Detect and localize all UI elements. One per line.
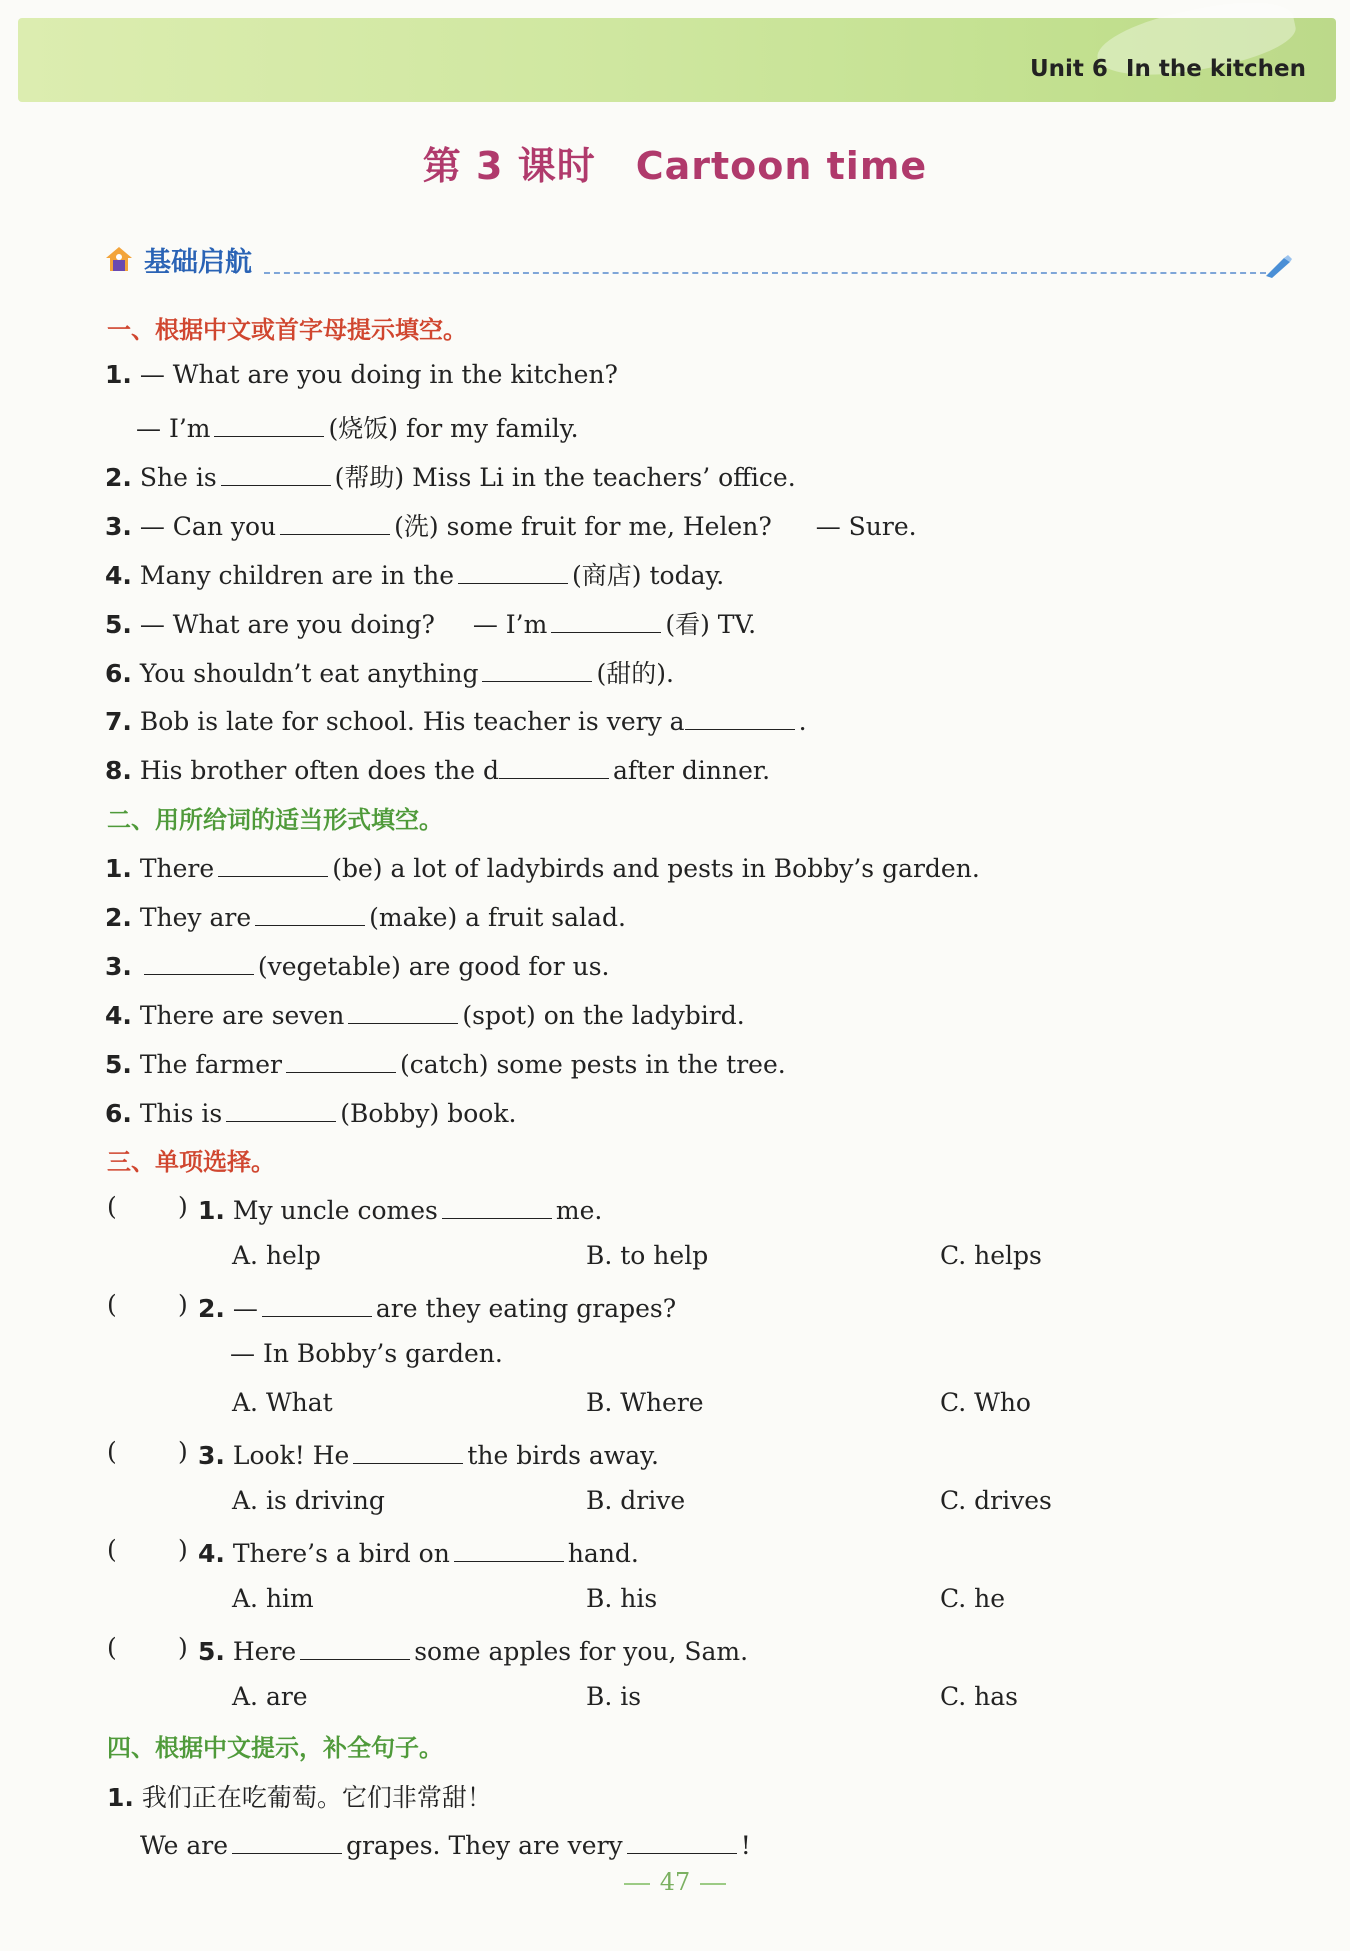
question-text: — Can you: [139, 512, 277, 541]
p2-q2: [105, 899, 626, 932]
answer-blank[interactable]: [232, 1827, 342, 1854]
answer-blank[interactable]: [627, 1827, 737, 1854]
answer-paren-open[interactable]: (: [107, 1535, 117, 1564]
question-number: 2.: [198, 1294, 225, 1323]
question-text-end: me.: [555, 1196, 603, 1225]
question-number: 4.: [105, 1001, 132, 1030]
answer-blank[interactable]: [442, 1192, 552, 1219]
question-text: — What are you doing in the kitchen?: [139, 360, 618, 389]
p1-q1: [105, 360, 618, 389]
section-header: [104, 240, 1292, 280]
p4-q1-chinese: [107, 1778, 492, 1814]
answer-blank[interactable]: [226, 1095, 336, 1122]
question-number: 3.: [105, 512, 132, 541]
question-number: 5.: [105, 610, 132, 639]
answer-blank[interactable]: [280, 508, 390, 535]
question-hint: (洗) some fruit for me, Helen?: [394, 512, 772, 541]
p2-q3: [105, 948, 610, 981]
question-text: There are seven: [139, 1001, 345, 1030]
question-text: She is: [139, 463, 217, 492]
p1-q5: [105, 605, 756, 641]
option-b[interactable]: B. is: [586, 1682, 642, 1711]
option-a[interactable]: A. are: [232, 1682, 308, 1711]
question-number: 4.: [105, 561, 132, 590]
p1-q2: [105, 458, 796, 494]
reply-text: — Sure.: [815, 512, 917, 541]
question-number: 8.: [105, 756, 132, 785]
question-text: You shouldn’t eat anything: [139, 659, 479, 688]
question-hint: (make) a fruit salad.: [369, 903, 626, 932]
lesson-name: Cartoon time: [635, 144, 928, 188]
answer-blank[interactable]: [551, 606, 661, 633]
answer-blank[interactable]: [221, 459, 331, 486]
option-a[interactable]: A. is driving: [232, 1486, 385, 1515]
p3-q5: [198, 1633, 748, 1666]
option-a[interactable]: A. him: [232, 1584, 314, 1613]
question-text: They are: [139, 903, 252, 932]
part2-heading: 二、用所给词的适当形式填空。: [107, 806, 443, 834]
question-text-end: !: [740, 1831, 751, 1860]
section-label: 基础启航: [144, 247, 252, 278]
option-c[interactable]: C. has: [940, 1682, 1018, 1711]
answer-paren-close: ): [178, 1437, 188, 1466]
option-b[interactable]: B. Where: [586, 1388, 704, 1417]
question-hint: (catch) some pests in the tree.: [399, 1050, 786, 1079]
question-number: 7.: [105, 707, 132, 736]
answer-blank[interactable]: [300, 1633, 410, 1660]
p3-q2-reply: — In Bobby’s garden.: [230, 1339, 503, 1368]
question-hint: (Bobby) book.: [340, 1099, 517, 1128]
p4-q1: [140, 1827, 751, 1860]
answer-paren-close: ): [178, 1290, 188, 1319]
lesson-number: 第 3 课时: [422, 144, 596, 188]
question-text-end: the birds away.: [467, 1441, 659, 1470]
answer-blank[interactable]: [286, 1046, 396, 1073]
p3-q1: [198, 1192, 602, 1225]
question-number: 3.: [198, 1441, 225, 1470]
question-hint: after dinner.: [613, 756, 771, 785]
page-number-text: 47: [659, 1868, 691, 1896]
question-number: 6.: [105, 1099, 132, 1128]
unit-title: In the kitchen: [1125, 56, 1306, 82]
question-number: 1.: [105, 854, 132, 883]
part4-heading: 四、根据中文提示，补全句子。: [107, 1734, 443, 1762]
part1-heading: 一、根据中文或首字母提示填空。: [107, 316, 467, 344]
question-number: 4.: [198, 1539, 225, 1568]
answer-blank[interactable]: [454, 1535, 564, 1562]
option-c[interactable]: C. he: [940, 1584, 1006, 1613]
p3-q2: [198, 1290, 676, 1323]
question-hint: (be) a lot of ladybirds and pests in Bobby’s garden.: [332, 854, 980, 883]
option-c[interactable]: C. Who: [940, 1388, 1031, 1417]
question-text-end: some apples for you, Sam.: [414, 1637, 749, 1666]
answer-blank[interactable]: [685, 703, 795, 730]
question-text: This is: [139, 1099, 223, 1128]
pen-icon: [1264, 254, 1292, 278]
question-text: grapes. They are very: [346, 1831, 623, 1860]
question-text: The farmer: [139, 1050, 282, 1079]
question-number: 2.: [105, 903, 132, 932]
answer-blank[interactable]: [348, 997, 458, 1024]
p1-q4: [105, 556, 724, 592]
answer-paren-open[interactable]: (: [107, 1192, 117, 1221]
question-hint: (vegetable) are good for us.: [257, 952, 610, 981]
option-b[interactable]: B. his: [586, 1584, 658, 1613]
question-text: There: [139, 854, 215, 883]
question-number: 5.: [105, 1050, 132, 1079]
p1-q7: [105, 703, 807, 736]
question-number: 6.: [105, 659, 132, 688]
question-text: Bob is late for school. His teacher is very a: [139, 707, 685, 736]
answer-paren-open[interactable]: (: [107, 1633, 117, 1662]
question-text: Look! He: [232, 1441, 350, 1470]
p1-q1-answer: [136, 409, 579, 445]
answer-blank[interactable]: [144, 948, 254, 975]
part3-heading: 三、单项选择。: [107, 1148, 275, 1176]
option-a[interactable]: A. What: [232, 1388, 333, 1417]
answer-paren-open[interactable]: (: [107, 1437, 117, 1466]
question-hint: (帮助) Miss Li in the teachers’ office.: [334, 463, 796, 492]
option-a[interactable]: A. help: [232, 1241, 321, 1270]
question-number: 1.: [198, 1196, 225, 1225]
question-text: There’s a bird on: [232, 1539, 450, 1568]
answer-blank[interactable]: [499, 752, 609, 779]
question-text: We are: [140, 1831, 229, 1860]
question-text: — What are you doing?: [139, 610, 435, 639]
answer-blank[interactable]: [458, 557, 568, 584]
p2-q1: [105, 850, 980, 883]
reply-text: — I’m: [472, 610, 548, 639]
answer-blank[interactable]: [353, 1437, 463, 1464]
option-c[interactable]: C. helps: [940, 1241, 1042, 1270]
question-text: Here: [232, 1637, 297, 1666]
question-number: 5.: [198, 1637, 225, 1666]
question-text: His brother often does the d: [139, 756, 499, 785]
answer-paren-close: ): [178, 1192, 188, 1221]
option-b[interactable]: B. to help: [586, 1241, 709, 1270]
p3-q4: [198, 1535, 639, 1568]
question-text: — I’m: [136, 414, 211, 443]
p1-q6: [105, 654, 674, 690]
answer-blank[interactable]: [482, 655, 592, 682]
question-text: —: [232, 1294, 258, 1323]
option-b[interactable]: B. drive: [586, 1486, 686, 1515]
question-number: 3.: [105, 952, 132, 981]
question-text: Many children are in the: [139, 561, 455, 590]
question-number: 1.: [105, 360, 132, 389]
unit-label: [1030, 56, 1306, 82]
answer-blank[interactable]: [218, 850, 328, 877]
answer-blank[interactable]: [262, 1290, 372, 1317]
question-hint: (商店) today.: [572, 561, 725, 590]
p2-q5: [105, 1046, 786, 1079]
answer-paren-open[interactable]: (: [107, 1290, 117, 1319]
question-number: 1.: [107, 1783, 134, 1812]
chinese-prompt: 我们正在吃葡萄。它们非常甜！: [141, 1783, 492, 1812]
question-text: My uncle comes: [232, 1196, 438, 1225]
answer-blank[interactable]: [255, 899, 365, 926]
question-hint: (看) TV.: [665, 610, 757, 639]
question-text-end: are they eating grapes?: [375, 1294, 677, 1323]
option-c[interactable]: C. drives: [940, 1486, 1052, 1515]
p2-q4: [105, 997, 745, 1030]
answer-paren-close: ): [178, 1633, 188, 1662]
question-number: 2.: [105, 463, 132, 492]
house-icon: [104, 244, 134, 274]
p3-q3: [198, 1437, 659, 1470]
question-hint: (spot) on the ladybird.: [462, 1001, 745, 1030]
p2-q6: [105, 1095, 516, 1128]
section-divider: [264, 272, 1266, 274]
unit-number: Unit 6: [1029, 56, 1108, 82]
question-hint: (烧饭) for my family.: [328, 414, 579, 443]
p1-q3: [105, 507, 917, 543]
p1-q8: [105, 752, 770, 785]
lesson-title: [0, 135, 1350, 190]
answer-blank[interactable]: [214, 410, 324, 437]
question-text-end: hand.: [567, 1539, 639, 1568]
answer-paren-close: ): [178, 1535, 188, 1564]
question-hint: .: [798, 707, 807, 736]
page-number: [0, 1868, 1350, 1896]
question-hint: (甜的).: [596, 659, 674, 688]
